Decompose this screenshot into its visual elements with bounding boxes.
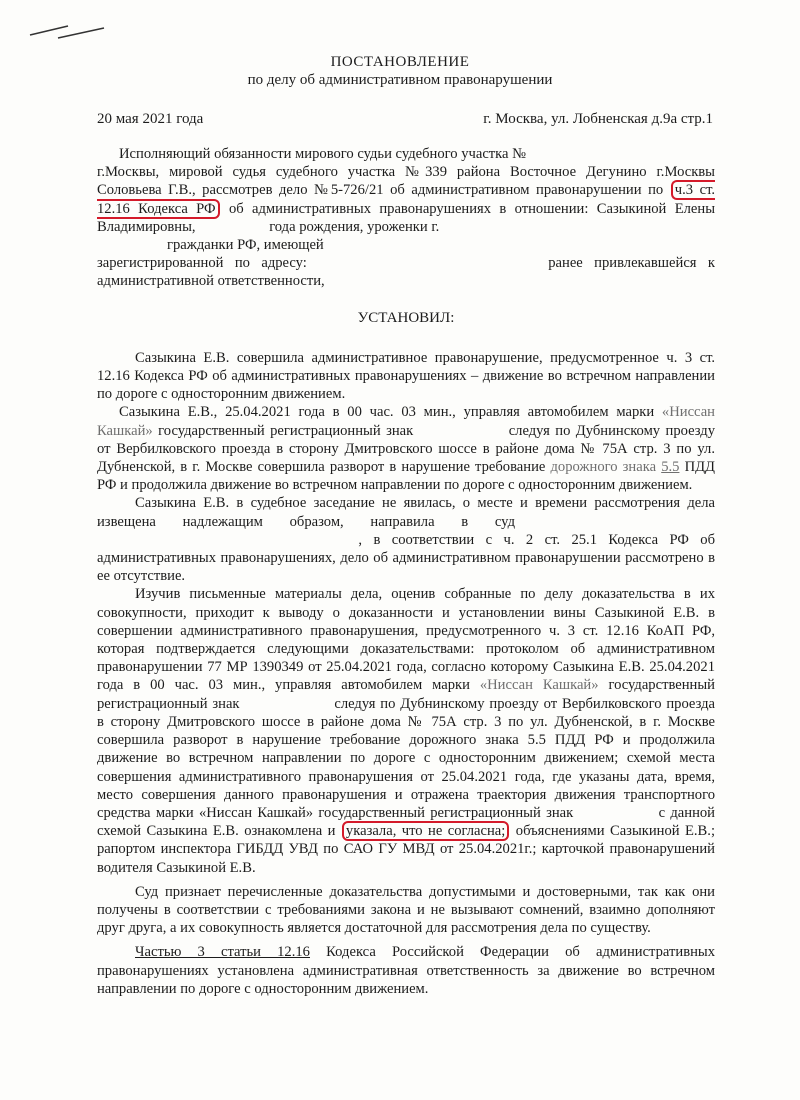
date-place-line bbox=[97, 111, 713, 128]
paragraph-absence: Сазыкина Е.В. в судебное заседание не явилась, о месте и времени рассмотрения дела извещена надлежащим образом, направила в суд , в соответствии с ч. 2 ст. 25.1 Кодекса РФ об административных правонарушениях, дело об административном правонарушении рассмотрено в ее отсутствие. bbox=[97, 495, 715, 585]
document-title: ПОСТАНОВЛЕНИЕ bbox=[330, 54, 470, 70]
intro-paragraph: Исполняющий обязанности мирового судьи судебного участка № г.Москвы, мировой судья судебного участка №339 района Восточное Дегунино г.Москвы Соловьева Г.В., рассмотрев дело №5-726/21 об административном правонарушении по ч.3 ст. 12.16 Кодекса РФ об административных правонарушениях в отношении: Сазыкиной Елены Владимировны, года рождения, уроженки г. гражданки РФ, имеющей зарегистрированной по адресу: ранее привлекавшейся к административной ответственности, bbox=[97, 146, 716, 290]
car-model-link-2[interactable]: «Ниссан Кашкай» bbox=[479, 677, 599, 694]
pen-stroke-marks bbox=[28, 20, 108, 42]
highlight-disagreement: указала, что не согласна; bbox=[342, 821, 509, 841]
document-subtitle: по делу об административном правонарушении bbox=[247, 72, 553, 88]
document-date: 20 мая 2021 года bbox=[97, 111, 204, 127]
sign-link[interactable]: 5.5 bbox=[661, 459, 680, 476]
car-model-link[interactable]: «Ниссан Кашкай» bbox=[97, 404, 715, 439]
section-heading: УСТАНОВИЛ: bbox=[357, 309, 455, 326]
paragraph-admissibility: Суд признает перечисленные доказательства допустимыми и достоверными, так как они получены в соответствии с требованиями закона и не вызывают сомнений, взаимно дополняют друг друга, а их совокупность является достаточной для рассмотрения дела по существу. bbox=[97, 883, 715, 937]
highlight-article: ч.3 ст. 12.16 Кодекса РФ bbox=[97, 182, 716, 217]
paragraph-circumstances: Сазыкина Е.В., 25.04.2021 года в 00 час. 03 мин., управляя автомобилем марки «Ниссан Кашкай» государственный регистрационный знак следуя по Дубнинскому проезду от Вербилковского проезда в сторону Дмитровского шоссе в районе дома № 75А стр. 3 по ул. Дубненской, в г. Москве совершила разворот в нарушение требование дорожного знака 5.5 ПДД РФ и продолжила движение во встречном направлении по дороге с односторонним движением. bbox=[97, 404, 716, 494]
document-place: г. Москва, ул. Лобненская д.9а стр.1 bbox=[483, 111, 713, 127]
paragraph-law: Частью 3 статьи 12.16 Кодекса Российской Федерации об административных правонарушениях установлена административная ответственность за движение во встречном направлении по дороге с односторонним движением. bbox=[97, 944, 716, 997]
paragraph-offense: Сазыкина Е.В. совершила административное правонарушение, предусмотренное ч. 3 ст. 12.16 Кодекса РФ об административных правонарушениях – движение во встречном направлении по дороге с односторонним движением. bbox=[97, 349, 715, 403]
document-body bbox=[97, 145, 715, 998]
law-article-link[interactable]: Частью 3 статьи 12.16 bbox=[135, 944, 310, 961]
paragraph-evidence: Изучив письменные материалы дела, оценив собранные по делу доказательства в их совокупности, приходит к выводу о доказанности и установлении вины Сазыкиной Е.В. в совершении административного правонарушения, предусмотренного ч. 3 ст. 12.16 КоАП РФ, которая подтверждается следующими доказательствами: протоколом об административном правонарушении 77 МР 1390349 от 25.04.2021 года, согласно которому Сазыкина Е.В. 25.04.2021 года в 00 час. 03 мин., управляя автомобилем марки «Ниссан Кашкай» государственный регистрационный знак следуя по Дубнинскому проезду от Вербилковского проезда в сторону Дмитровского шоссе в районе дома № 75А стр. 3 по ул. Дубненской, в г. Москве совершила разворот в нарушение требование дорожного знака 5.5 ПДД РФ и продолжила движение во встречном направлении по дороге с односторонним движением; схемой места совершения административного правонарушения от 25.04.2021 года, где указаны дата, время, место совершения данного правонарушения и отражена траектория движения транспортного средства марки «Ниссан Кашкай» государственный регистрационный знак с данной схемой Сазыкина Е.В. ознакомлена и указала, что не согласна; объяснениями Сазыкиной Е.В.; рапортом инспектора ГИБДД УВД по САО ГУ МВД от 25.04.2021г.; карточкой правонарушений водителя Сазыкиной Е.В. bbox=[97, 586, 715, 876]
